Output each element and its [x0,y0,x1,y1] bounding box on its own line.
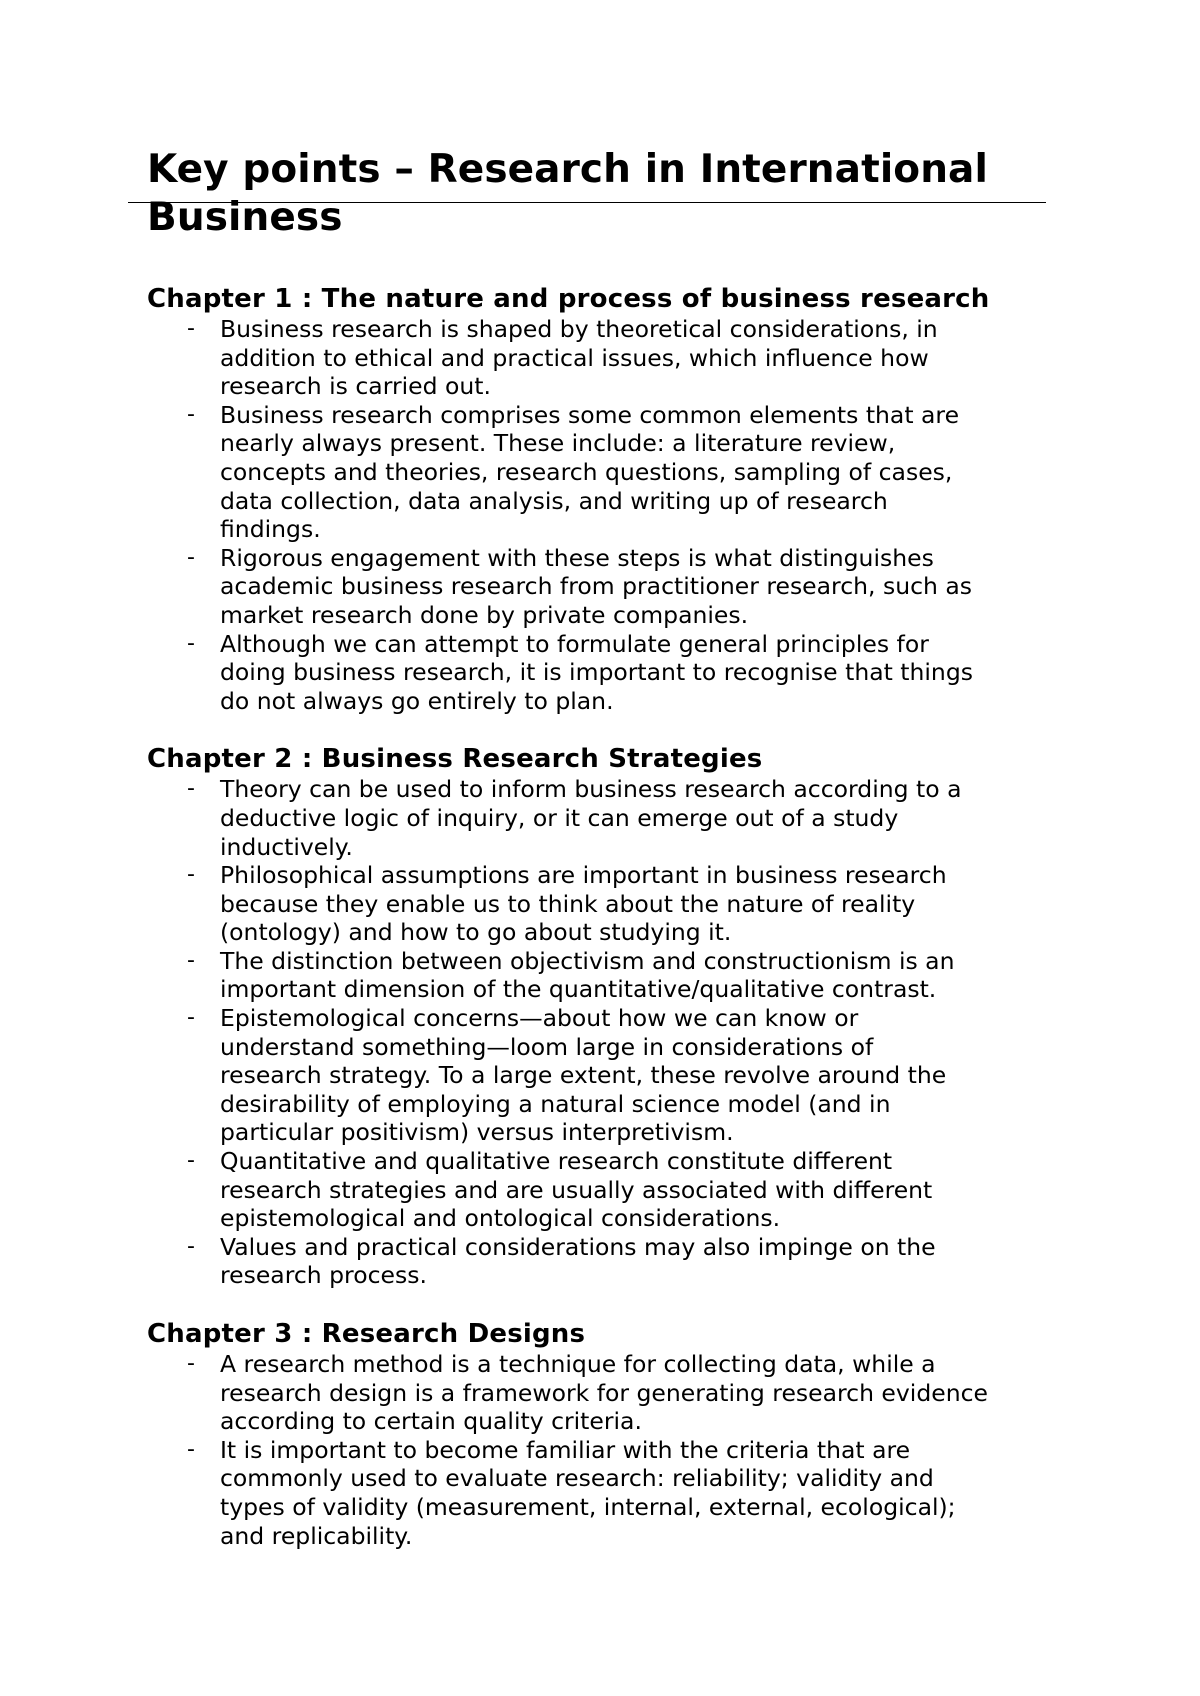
title-underline [128,202,1046,203]
dash-bullet-icon: - [187,776,195,802]
dash-bullet-icon: - [187,544,195,570]
list-item-text: Business research is shaped by theoretical considerations, in addition to ethical and practical issues, which influence how research is carried out. [220,315,938,401]
list-item [147,1233,962,1290]
list-item-text: Business research comprises some common elements that are nearly always present. These include: a literature review, concepts and theories, research questions, sampling of cases, data collection, data analysis, and writing up of research findings. [220,400,960,544]
chapter-heading: Chapter 2 : Business Research Strategies [147,744,763,775]
list-item [147,1004,962,1147]
dash-bullet-icon: - [187,1351,195,1376]
bullet-list [147,315,977,715]
list-item [147,630,977,716]
list-item [147,775,962,861]
list-item-text: Although we can attempt to formulate general principles for doing business research, it is important to recognise that things do not always go entirely to plan. [220,629,973,715]
dash-bullet-icon: - [187,1148,195,1174]
list-item-text: Quantitative and qualitative research constitute different research strategies and are usually associated with different epistemological and ontological considerations. [220,1147,933,1233]
dash-bullet-icon: - [187,947,195,973]
list-item-text: The distinction between objectivism and constructionism is an important dimension of the quantitative/qualitative contrast. [220,946,955,1004]
list-item [147,544,977,630]
chapter-heading: Chapter 3 : Research Designs [147,1319,586,1349]
list-item-text: Philosophical assumptions are important in business research because they enable us to think about the nature of reality (ontology) and how to go about studying it. [220,861,947,947]
list-item [147,947,962,1004]
list-item-text: A research method is a technique for collecting data, while a research design is a framework for generating research evidence according to certain quality criteria. [220,1350,988,1436]
list-item-text: Epistemological concerns—about how we can know or understand something—loom large in considerations of research strategy. To a large extent, these revolve around the desirability of employing a natural science model (and in particular positivism) versus interpretivism. [220,1004,947,1147]
list-item [147,315,977,401]
dash-bullet-icon: - [187,1436,195,1462]
list-item [147,861,962,947]
chapter-section [147,1319,1067,1550]
dash-bullet-icon: - [187,630,195,656]
chapter-section [147,744,1067,1290]
list-item [147,1147,962,1233]
bullet-list [147,775,962,1290]
list-item-text: It is important to become familiar with the criteria that are commonly used to evaluate research: reliability; validity and types of validity (measurement, internal, external, ecological); and replicability. [220,1435,956,1550]
bullet-list [147,1350,997,1550]
list-item [147,1436,997,1550]
list-item [147,401,977,544]
dash-bullet-icon: - [187,1233,195,1259]
list-item-text: Rigorous engagement with these steps is what distinguishes academic business research from practitioner research, such as market research done by private companies. [220,543,973,629]
dash-bullet-icon: - [187,862,195,888]
chapter-heading: Chapter 1 : The nature and process of business research [147,284,990,314]
list-item-text: Values and practical considerations may also impinge on the research process. [220,1232,936,1290]
list-item-text: Theory can be used to inform business research according to a deductive logic of inquiry, or it can emerge out of a study inductively. [220,775,962,861]
dash-bullet-icon: - [187,1005,195,1031]
chapter-section [147,284,1067,715]
dash-bullet-icon: - [187,316,195,341]
document-title: Key points – Research in International Business [147,147,988,240]
document-body [147,284,1067,1579]
list-item [147,1350,997,1436]
dash-bullet-icon: - [187,401,195,427]
